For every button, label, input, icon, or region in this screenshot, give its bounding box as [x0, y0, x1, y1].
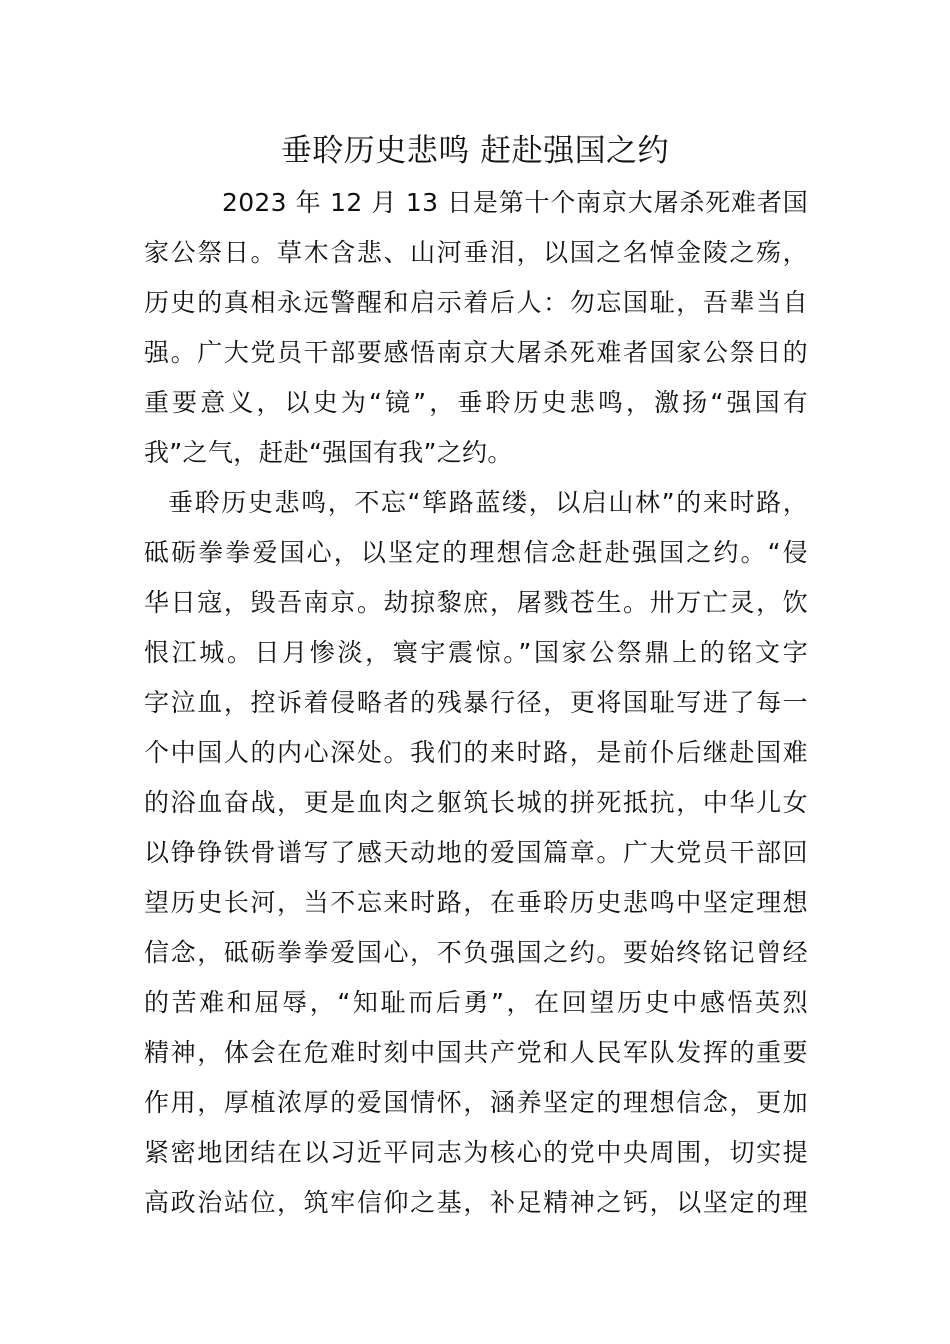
paragraph-line: 砥砺拳拳爱国心，以坚定的理想信念赶赴强国之约。“侵 [144, 538, 808, 567]
paragraph-1 [144, 178, 808, 478]
paragraph-line: 华日寇，毁吾南京。劫掠黎庶，屠戮苍生。卅万亡灵，饮 [144, 588, 808, 617]
paragraph-line: 2023 年 12 月 13 日是第十个南京大屠杀死难者国 [222, 188, 808, 217]
paragraph-line: 以铮铮铁骨谱写了感天动地的爱国篇章。广大党员干部回 [144, 838, 808, 867]
paragraph-line: 恨江城。日月惨淡，寰宇震惊。”国家公祭鼎上的铭文字 [144, 638, 808, 667]
paragraph-line: 强。广大党员干部要感悟南京大屠杀死难者国家公祭日的 [144, 338, 808, 367]
paragraph-line: 历史的真相永远警醒和启示着后人：勿忘国耻，吾辈当自 [144, 288, 808, 317]
paragraph-line: 高政治站位，筑牢信仰之基，补足精神之钙，以坚定的理 [144, 1188, 808, 1217]
paragraph-line: 垂聆历史悲鸣，不忘“筚路蓝缕，以启山林”的来时路， [168, 488, 808, 517]
paragraph-line: 重要意义，以史为“镜”，垂聆历史悲鸣，激扬“强国有 [144, 388, 808, 417]
paragraph-line: 家公祭日。草木含悲、山河垂泪，以国之名悼金陵之殇， [144, 238, 808, 267]
paragraph-line: 字泣血，控诉着侵略者的残暴行径，更将国耻写进了每一 [144, 688, 808, 717]
paragraph-line: 我”之气，赶赴“强国有我”之约。 [144, 438, 513, 467]
paragraph-line: 作用，厚植浓厚的爱国情怀，涵养坚定的理想信念，更加 [144, 1088, 808, 1117]
paragraph-line: 精神，体会在危难时刻中国共产党和人民军队发挥的重要 [144, 1038, 808, 1067]
document-title: 垂聆历史悲鸣 赶赴强国之约 [280, 133, 670, 169]
paragraph-line: 个中国人的内心深处。我们的来时路，是前仆后继赴国难 [144, 738, 808, 767]
paragraph-line: 望历史长河，当不忘来时路，在垂聆历史悲鸣中坚定理想 [144, 888, 808, 917]
paragraph-line: 紧密地团结在以习近平同志为核心的党中央周围，切实提 [144, 1138, 808, 1167]
paragraph-2 [144, 478, 808, 1228]
paragraph-line: 的苦难和屈辱，“知耻而后勇”，在回望历史中感悟英烈 [144, 988, 808, 1017]
paragraph-line: 信念，砥砺拳拳爱国心，不负强国之约。要始终铭记曾经 [144, 938, 808, 967]
paragraph-line: 的浴血奋战，更是血肉之躯筑长城的拼死抵抗，中华儿女 [144, 788, 808, 817]
document-body [144, 178, 808, 1228]
